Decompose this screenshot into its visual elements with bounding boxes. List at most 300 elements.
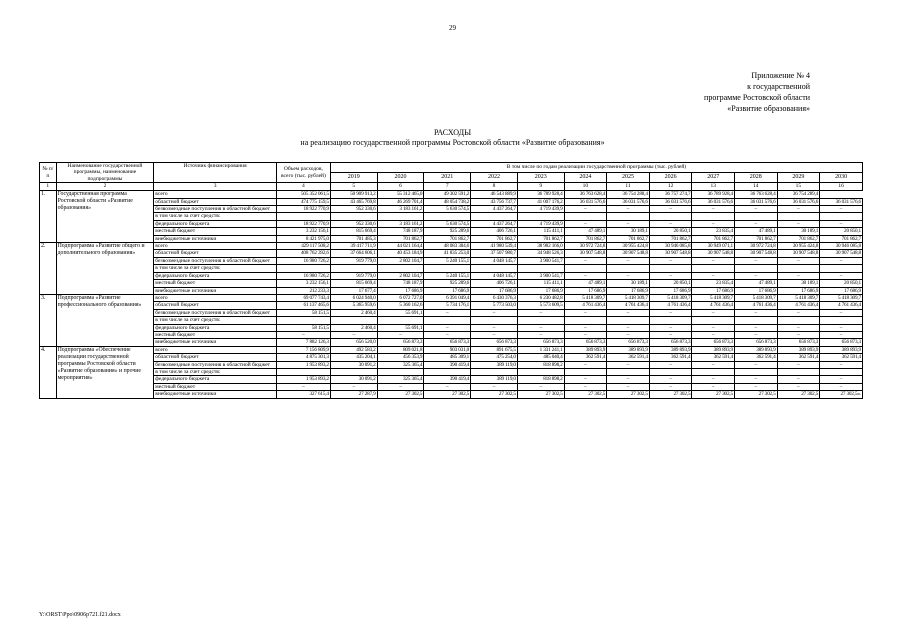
year-cell: –	[692, 361, 735, 368]
document-title	[0, 128, 905, 148]
year-cell: 49 302 591,2	[424, 191, 471, 198]
column-index: 11	[607, 183, 650, 191]
year-cell: 23 835,4	[692, 228, 735, 235]
year-cell: 656 873,3	[777, 339, 820, 346]
funding-source: местный бюджет	[154, 383, 277, 390]
year-cell: 27 302,5	[471, 391, 518, 398]
year-cell: –	[471, 324, 518, 331]
column-index: 12	[649, 183, 692, 191]
header-total: Объем расходов, всего (тыс. рублей)	[276, 163, 330, 183]
year-cell: 30 091,2	[330, 361, 377, 368]
year-cell: –	[607, 331, 650, 338]
year-cell: 325 365,4	[377, 376, 424, 383]
year-cell: 36 031 576,6	[649, 198, 692, 205]
year-cell: 748 187,9	[377, 280, 424, 287]
header-year-2021: 2021	[424, 173, 471, 183]
year-cell: –	[607, 361, 650, 368]
year-cell: –	[735, 376, 778, 383]
year-cell: –	[607, 376, 650, 383]
year-cell	[735, 213, 778, 220]
year-cell: 389 893,9	[607, 346, 650, 353]
year-cell: –	[777, 309, 820, 316]
year-cell: 919 779,0	[330, 272, 377, 279]
funding-source: всего	[154, 191, 277, 198]
year-cell: –	[517, 324, 564, 331]
total-cell: 474 775 159,5	[276, 198, 330, 205]
year-cell: 475 254,0	[471, 354, 518, 361]
year-cell: 55 691,1	[377, 309, 424, 316]
year-cell: –	[424, 324, 471, 331]
year-cell: 6 430 376,3	[471, 294, 518, 301]
year-cell: 362 591,4	[692, 354, 735, 361]
year-cell: 17 677,4	[330, 287, 377, 294]
year-cell: –	[820, 272, 863, 279]
year-cell: –	[820, 206, 863, 213]
table-row	[40, 294, 863, 301]
year-cell: –	[607, 272, 650, 279]
section-number: 1.	[40, 191, 57, 243]
year-cell: 27 302,5	[607, 391, 650, 398]
column-index: 6	[377, 183, 424, 191]
year-cell: 5 240 155,1	[424, 257, 471, 264]
year-cell: 701 862,7	[649, 235, 692, 242]
year-cell	[330, 368, 377, 375]
total-cell: 1 953 893,2	[276, 376, 330, 383]
year-cell: 656 873,3	[735, 339, 778, 346]
year-cell: 5 418 309,7	[820, 294, 863, 301]
column-index: 16	[820, 183, 863, 191]
year-cell: 5 418 309,7	[735, 294, 778, 301]
year-cell	[517, 265, 564, 272]
year-cell: 701 862,7	[777, 235, 820, 242]
year-cell: 389 893,9	[564, 346, 607, 353]
total-cell	[276, 317, 330, 324]
year-cell: 389 893,9	[649, 346, 692, 353]
year-cell: –	[777, 206, 820, 213]
year-cell	[777, 265, 820, 272]
year-cell: –	[564, 376, 607, 383]
year-cell: 656 873,3	[517, 339, 564, 346]
year-cell: 325 365,4	[377, 361, 424, 368]
year-cell	[330, 213, 377, 220]
table-row	[40, 346, 863, 353]
year-cell: 27 302,5	[517, 391, 564, 398]
year-cell: 36 789 928,4	[692, 191, 735, 198]
year-cell: –	[649, 383, 692, 390]
year-cell: –	[424, 331, 471, 338]
table-row	[40, 220, 863, 227]
year-cell: –	[692, 383, 735, 390]
section-number: 4.	[40, 346, 57, 398]
column-index: 1	[40, 183, 57, 191]
year-cell: 389 893,9	[777, 346, 820, 353]
year-cell: 818 898,2	[517, 376, 564, 383]
header-year-2029: 2029	[777, 173, 820, 183]
year-cell	[607, 368, 650, 375]
year-cell	[377, 368, 424, 375]
total-cell: 3 232 156,1	[276, 280, 330, 287]
funding-source: безвозмездные поступления в областной бюджет	[154, 309, 277, 316]
year-cell: –	[735, 272, 778, 279]
year-cell: –	[564, 257, 607, 264]
year-cell: 30 972 724,8	[564, 243, 607, 250]
year-cell: 30 907 548,8	[692, 250, 735, 257]
year-cell: 5 418 309,7	[692, 294, 735, 301]
year-cell: 27 287,9	[330, 391, 377, 398]
year-cell: 456 353,9	[377, 354, 424, 361]
year-cell: 4 761 436,4	[692, 302, 735, 309]
header-name: Наименование государственной программы, наименование подпрограммы	[56, 163, 154, 183]
year-cell: –	[471, 383, 518, 390]
year-cell: 47 489,1	[735, 228, 778, 235]
header-year-2023: 2023	[517, 173, 564, 183]
year-cell	[471, 265, 518, 272]
year-cell: 44 021 164,4	[377, 243, 424, 250]
year-cell: 36 757 274,7	[649, 191, 692, 198]
total-cell: 16 980 726,2	[276, 257, 330, 264]
year-cell: –	[649, 206, 692, 213]
year-cell: 47 489,1	[564, 228, 607, 235]
year-cell: 30 949 071,1	[692, 243, 735, 250]
year-cell: –	[471, 309, 518, 316]
year-cell: –	[820, 309, 863, 316]
table-row	[40, 235, 863, 242]
year-cell: 4 719 439,9	[517, 206, 564, 213]
year-cell: 656 873,3	[649, 339, 692, 346]
table-row	[40, 309, 863, 316]
year-cell: 36 763 628,4	[735, 191, 778, 198]
table-row	[40, 228, 863, 235]
year-cell: 3 900 541,7	[517, 272, 564, 279]
year-cell: 4 761 436,4	[735, 302, 778, 309]
header-year-2022: 2022	[471, 173, 518, 183]
year-cell: –	[649, 324, 692, 331]
year-cell	[471, 368, 518, 375]
year-cell	[377, 265, 424, 272]
year-cell	[735, 368, 778, 375]
table-row	[40, 368, 863, 375]
total-cell: 429 117 508,2	[276, 243, 330, 250]
year-cell: 55 312 465,0	[377, 191, 424, 198]
year-cell: 30 907 548,8	[777, 250, 820, 257]
year-cell	[377, 317, 424, 324]
year-cell	[649, 317, 692, 324]
year-cell: 362 591,4	[649, 354, 692, 361]
year-cell: 36 031 576,6	[820, 198, 863, 205]
column-index: 14	[735, 183, 778, 191]
total-cell: 16 980 726,2	[276, 272, 330, 279]
year-cell: –	[517, 309, 564, 316]
table-row	[40, 213, 863, 220]
year-cell: 37 507 980,7	[471, 250, 518, 257]
year-cell: 39 417 711,9	[330, 243, 377, 250]
year-cell: 17 686,9	[471, 287, 518, 294]
year-cell: 748 187,9	[377, 228, 424, 235]
funding-source: в том числе за счет средств:	[154, 213, 277, 220]
funding-source: областной бюджет	[154, 302, 277, 309]
table-row	[40, 265, 863, 272]
year-cell: 701 862,7	[607, 235, 650, 242]
year-cell: 2 460,4	[330, 309, 377, 316]
year-cell: 17 686,9	[377, 287, 424, 294]
year-cell: 27 302,5	[692, 391, 735, 398]
year-cell: 701 862,7	[377, 235, 424, 242]
year-cell: –	[564, 383, 607, 390]
year-cell: 5 630 574,5	[424, 206, 471, 213]
year-cell	[607, 213, 650, 220]
year-cell: –	[607, 324, 650, 331]
year-cell: 30 907 548,8	[735, 250, 778, 257]
total-cell: 18 922 770,9	[276, 206, 330, 213]
year-cell: 41 980 539,4	[471, 243, 518, 250]
funding-source: безвозмездные поступления в областной бюджет	[154, 361, 277, 368]
funding-source: внебюджетные источники	[154, 235, 277, 242]
year-cell	[424, 213, 471, 220]
year-cell: 656 873,3	[471, 339, 518, 346]
appendix-line: к государственной	[747, 82, 810, 91]
year-cell: 20 850,1	[649, 280, 692, 287]
header-no: № п/п	[40, 163, 57, 183]
table-row	[40, 317, 863, 324]
year-cell: 5 418 309,7	[564, 294, 607, 301]
year-cell: 30 189,1	[777, 280, 820, 287]
header-year-2027: 2027	[692, 173, 735, 183]
total-cell	[276, 213, 330, 220]
funding-source: областной бюджет	[154, 354, 277, 361]
year-cell: 362 591,4	[777, 354, 820, 361]
year-cell: 43 756 737,7	[471, 198, 518, 205]
year-cell: 30 189,1	[777, 228, 820, 235]
year-cell: –	[777, 220, 820, 227]
year-cell: 6 024 940,0	[330, 294, 377, 301]
year-cell: 4 048 145,7	[471, 257, 518, 264]
year-cell: 4 048 145,7	[471, 272, 518, 279]
year-cell: 17 686,9	[692, 287, 735, 294]
total-cell: 69 077 743,4	[276, 294, 330, 301]
year-cell	[649, 213, 692, 220]
year-cell: –	[820, 220, 863, 227]
table-row	[40, 361, 863, 368]
year-cell	[517, 317, 564, 324]
year-cell: –	[820, 361, 863, 368]
year-cell: 50 909 913,2	[330, 191, 377, 198]
year-cell: 20 850,1	[820, 228, 863, 235]
year-cell: 656 873,3	[607, 339, 650, 346]
year-cell: 115 411,1	[517, 280, 564, 287]
year-cell: –	[735, 383, 778, 390]
year-cell: 891 675,5	[471, 346, 518, 353]
year-cell: –	[692, 272, 735, 279]
funding-source: внебюджетные источники	[154, 287, 277, 294]
funding-source: в том числе за счет средств:	[154, 265, 277, 272]
year-cell: 390 419,4	[424, 361, 471, 368]
funding-source: в том числе за счет средств:	[154, 368, 277, 375]
year-cell: 30 907 548,8	[820, 250, 863, 257]
year-cell: 30 972 724,8	[735, 243, 778, 250]
year-cell: 656 873,3	[424, 339, 471, 346]
year-cell: –	[692, 206, 735, 213]
year-cell	[330, 317, 377, 324]
year-cell: 701 862,7	[564, 235, 607, 242]
year-cell: 6 072 727,0	[377, 294, 424, 301]
funding-source: федерального бюджета	[154, 220, 277, 227]
year-cell: 1 331 241,1	[517, 346, 564, 353]
year-cell: –	[649, 309, 692, 316]
year-cell: 37 664 606,1	[330, 250, 377, 257]
expenses-table	[39, 162, 863, 399]
year-cell: 6 230 482,8	[517, 294, 564, 301]
header-year-2026: 2026	[649, 173, 692, 183]
total-cell: 8 421 975,0	[276, 235, 330, 242]
year-cell: 406 726,1	[471, 228, 518, 235]
year-cell: 389 893,9	[820, 346, 863, 353]
column-index: 2	[56, 183, 154, 191]
header-year-2024: 2024	[564, 173, 607, 183]
year-cell: –	[564, 272, 607, 279]
year-cell	[471, 317, 518, 324]
year-cell: 362 591,4	[607, 354, 650, 361]
table-row	[40, 280, 863, 287]
year-cell: 20 850,1	[820, 280, 863, 287]
year-cell: 30 955 424,8	[607, 243, 650, 250]
funding-source: местный бюджет	[154, 331, 277, 338]
year-cell: 47 489,1	[564, 280, 607, 287]
year-cell: 952 330,6	[330, 220, 377, 227]
header-year-2019: 2019	[330, 173, 377, 183]
year-cell: 485 040,4	[517, 354, 564, 361]
header-years-group: В том числе по годам реализации государственной программы (тыс. рублей)	[330, 163, 862, 173]
year-cell: 40 453 184,9	[377, 250, 424, 257]
year-cell: –	[735, 309, 778, 316]
column-index: 10	[564, 183, 607, 191]
section-name: Подпрограмма «Развитие профессионального образования»	[56, 294, 154, 346]
total-cell: –	[276, 383, 330, 390]
year-cell: –	[517, 331, 564, 338]
column-index: 4	[276, 183, 330, 191]
funding-source: федерального бюджета	[154, 376, 277, 383]
year-cell: 809 021,8	[377, 346, 424, 353]
total-cell	[276, 368, 330, 375]
year-cell: 656 520,0	[330, 339, 377, 346]
year-cell: –	[820, 257, 863, 264]
year-cell: 389 119,0	[471, 376, 518, 383]
year-cell: –	[607, 383, 650, 390]
year-cell: 6 391 049,4	[424, 294, 471, 301]
year-cell: 656 873,3	[377, 339, 424, 346]
year-cell: –	[692, 309, 735, 316]
year-cell: 5 418 309,7	[607, 294, 650, 301]
year-cell: 701 862,7	[820, 235, 863, 242]
year-cell: –	[777, 361, 820, 368]
year-cell: 5 773 503,0	[471, 302, 518, 309]
year-cell: 27 302,5	[777, 391, 820, 398]
funding-source: внебюджетные источники	[154, 391, 277, 398]
year-cell: –	[649, 331, 692, 338]
year-cell	[692, 368, 735, 375]
total-cell: 58 151,5	[276, 309, 330, 316]
table-row	[40, 198, 863, 205]
year-cell: 23 835,4	[692, 280, 735, 287]
table-row	[40, 250, 863, 257]
year-cell: –	[649, 220, 692, 227]
year-cell: 2 460,4	[330, 324, 377, 331]
year-cell: 389 893,9	[692, 346, 735, 353]
year-cell: 17 686,9	[424, 287, 471, 294]
year-cell: 55 691,1	[377, 324, 424, 331]
funding-source: безвозмездные поступления в областной бюджет	[154, 206, 277, 213]
year-cell: –	[564, 361, 607, 368]
year-cell	[649, 265, 692, 272]
year-cell: –	[820, 331, 863, 338]
header-year-2030: 2030	[820, 173, 863, 183]
year-cell: 36 789 928,4	[517, 191, 564, 198]
total-cell: 7 882 126,3	[276, 339, 330, 346]
year-cell	[692, 213, 735, 220]
column-index: 3	[154, 183, 277, 191]
year-cell: 390 419,4	[424, 376, 471, 383]
table-row	[40, 339, 863, 346]
year-cell: –	[777, 324, 820, 331]
year-cell: 362 591,4	[564, 354, 607, 361]
year-cell	[517, 213, 564, 220]
year-cell: –	[735, 257, 778, 264]
year-cell: –	[649, 272, 692, 279]
year-cell: 701 862,7	[692, 235, 735, 242]
year-cell: 5 360 162,6	[377, 302, 424, 309]
year-cell	[735, 265, 778, 272]
year-cell: 36 763 628,4	[564, 191, 607, 198]
year-cell	[777, 213, 820, 220]
section-number: 3.	[40, 294, 57, 346]
total-cell: 1 953 893,2	[276, 361, 330, 368]
year-cell: 362 591,4	[735, 354, 778, 361]
year-cell: 5 418 309,7	[649, 294, 692, 301]
year-cell: 30 907 548,8	[607, 250, 650, 257]
year-cell: –	[564, 324, 607, 331]
year-cell: 3 900 541,7	[517, 257, 564, 264]
year-cell: –	[777, 376, 820, 383]
column-index: 7	[424, 183, 471, 191]
table-row	[40, 324, 863, 331]
year-cell: 41 835 253,0	[424, 250, 471, 257]
year-cell: 4 437 264,7	[471, 220, 518, 227]
year-cell: 4 761 436,4	[777, 302, 820, 309]
year-cell: 30 091,2	[330, 376, 377, 383]
year-cell: –	[692, 376, 735, 383]
year-cell: 36 754 289,4	[777, 191, 820, 198]
year-cell: 27 302,5	[564, 391, 607, 398]
year-cell: 2 802 104,7	[377, 257, 424, 264]
total-cell: –	[276, 331, 330, 338]
year-cell: 48 083 384,6	[424, 243, 471, 250]
column-index: 8	[471, 183, 518, 191]
year-cell: 30 189,1	[607, 280, 650, 287]
year-cell: 5 240 155,1	[424, 272, 471, 279]
column-index: 5	[330, 183, 377, 191]
year-cell: 4 437 264,7	[471, 206, 518, 213]
appendix-line: Приложение № 4	[751, 71, 810, 80]
year-cell: 36 031 576,6	[564, 198, 607, 205]
year-cell	[424, 317, 471, 324]
year-cell: 43 465 769,8	[330, 198, 377, 205]
year-cell: –	[607, 309, 650, 316]
year-cell: 5 365 959,6	[330, 302, 377, 309]
year-cell	[692, 265, 735, 272]
year-cell: –	[735, 220, 778, 227]
total-cell: 58 151,5	[276, 324, 330, 331]
year-cell: 36 031 576,6	[735, 198, 778, 205]
year-cell: –	[564, 220, 607, 227]
